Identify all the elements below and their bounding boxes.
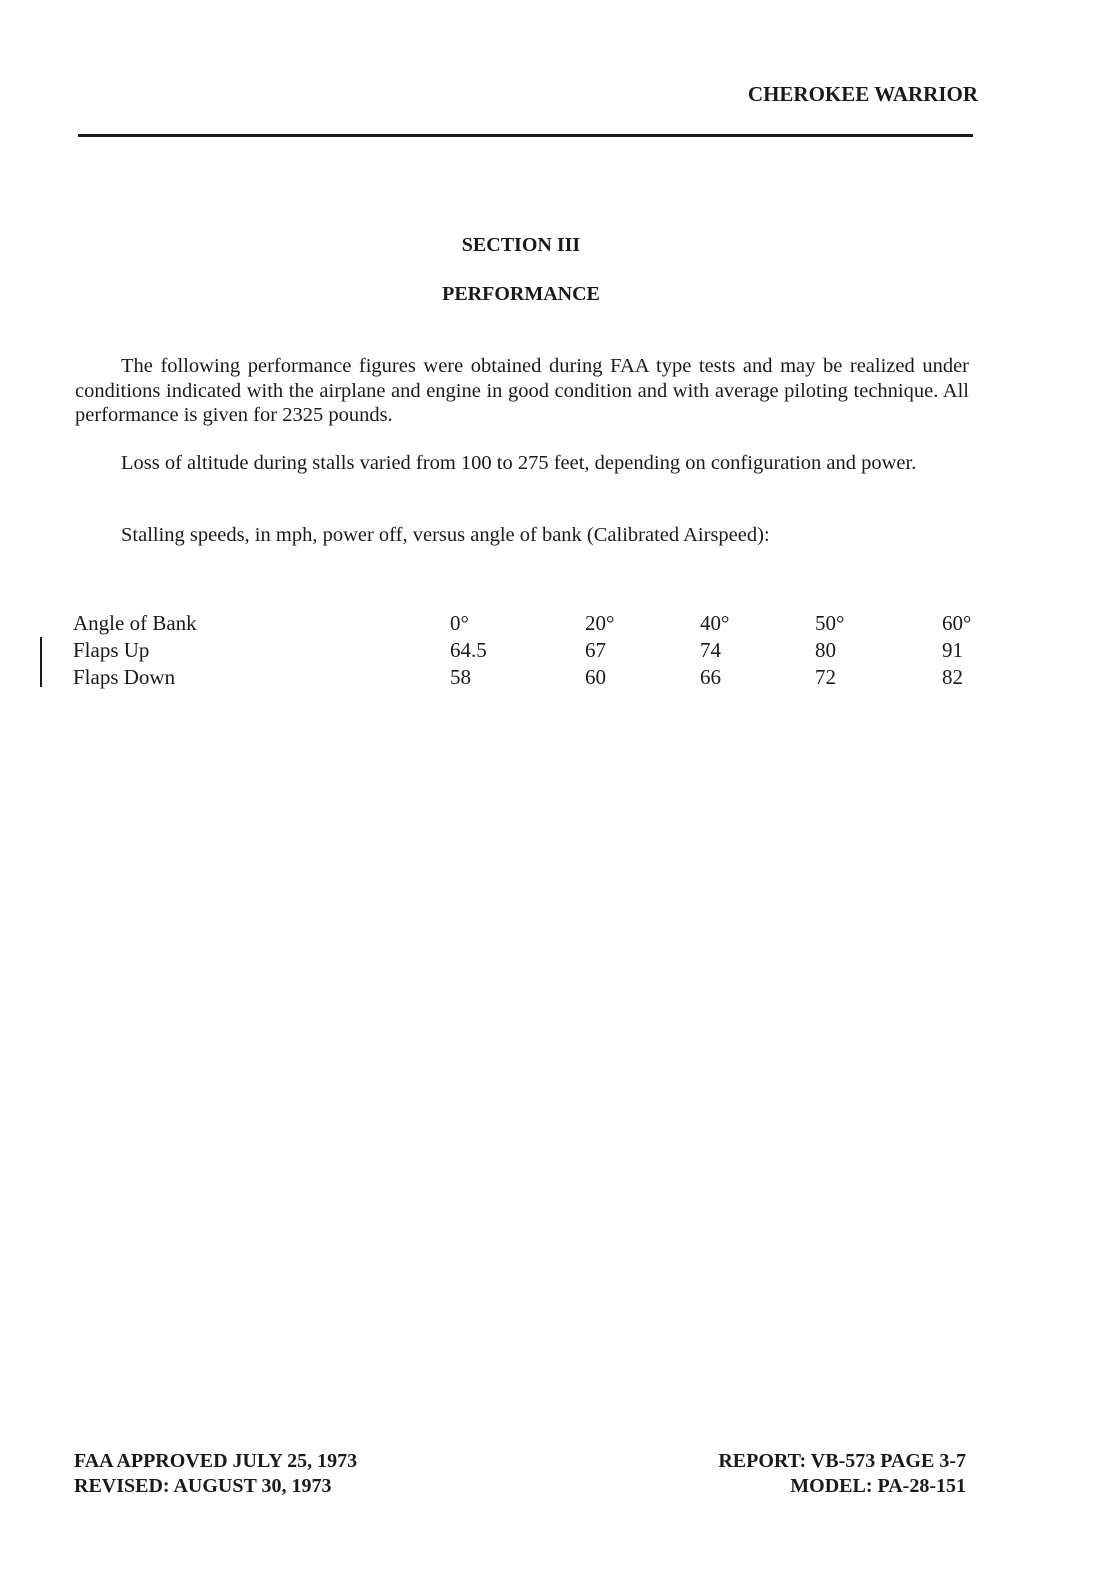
table-cell: 64.5 bbox=[450, 638, 487, 662]
table-row-label: Angle of Bank bbox=[73, 611, 197, 635]
paragraph-text: The following performance figures were obtained during FAA type tests and may be realized under conditions indicated with the airplane and engine in good condition and with average piloting technique. All performance is given for 2325 pounds. bbox=[75, 355, 969, 426]
paragraph-altitude-loss bbox=[75, 451, 969, 476]
footer-model: MODEL: PA-28-151 bbox=[790, 1475, 966, 1497]
table-cell: 74 bbox=[700, 638, 721, 662]
table-row-label: Flaps Up bbox=[73, 638, 150, 662]
section-title: SECTION III bbox=[461, 234, 581, 256]
table-cell: 72 bbox=[815, 665, 836, 689]
paragraph-stall-speeds-intro bbox=[75, 523, 969, 548]
table-cell: 60 bbox=[585, 665, 606, 689]
table-cell: 66 bbox=[700, 665, 721, 689]
table-cell: 0° bbox=[450, 611, 469, 635]
header-divider bbox=[78, 134, 973, 137]
section-subtitle: PERFORMANCE bbox=[442, 283, 600, 305]
paragraph-text: Loss of altitude during stalls varied from 100 to 275 feet, depending on configuration and power. bbox=[121, 452, 917, 474]
footer-revised-date: REVISED: AUGUST 30, 1973 bbox=[74, 1475, 332, 1497]
paragraph-text: Stalling speeds, in mph, power off, versus angle of bank (Calibrated Airspeed): bbox=[121, 524, 770, 546]
paragraph-performance-intro bbox=[75, 354, 969, 428]
table-cell: 60° bbox=[942, 611, 972, 635]
table-cell: 40° bbox=[700, 611, 730, 635]
table-cell: 67 bbox=[585, 638, 606, 662]
footer-approved-date: FAA APPROVED JULY 25, 1973 bbox=[74, 1450, 358, 1472]
table-cell: 50° bbox=[815, 611, 845, 635]
page-header-title: CHEROKEE WARRIOR bbox=[747, 82, 978, 106]
footer-approval bbox=[74, 1449, 357, 1499]
table-cell: 91 bbox=[942, 638, 963, 662]
table-cell: 20° bbox=[585, 611, 615, 635]
revision-change-bar bbox=[40, 637, 42, 687]
table-cell: 58 bbox=[450, 665, 471, 689]
footer-report-page: REPORT: VB-573 PAGE 3-7 bbox=[718, 1450, 966, 1472]
table-cell: 82 bbox=[942, 665, 963, 689]
table-cell: 80 bbox=[815, 638, 836, 662]
table-row-label: Flaps Down bbox=[73, 665, 176, 689]
footer-report-info bbox=[718, 1449, 966, 1499]
